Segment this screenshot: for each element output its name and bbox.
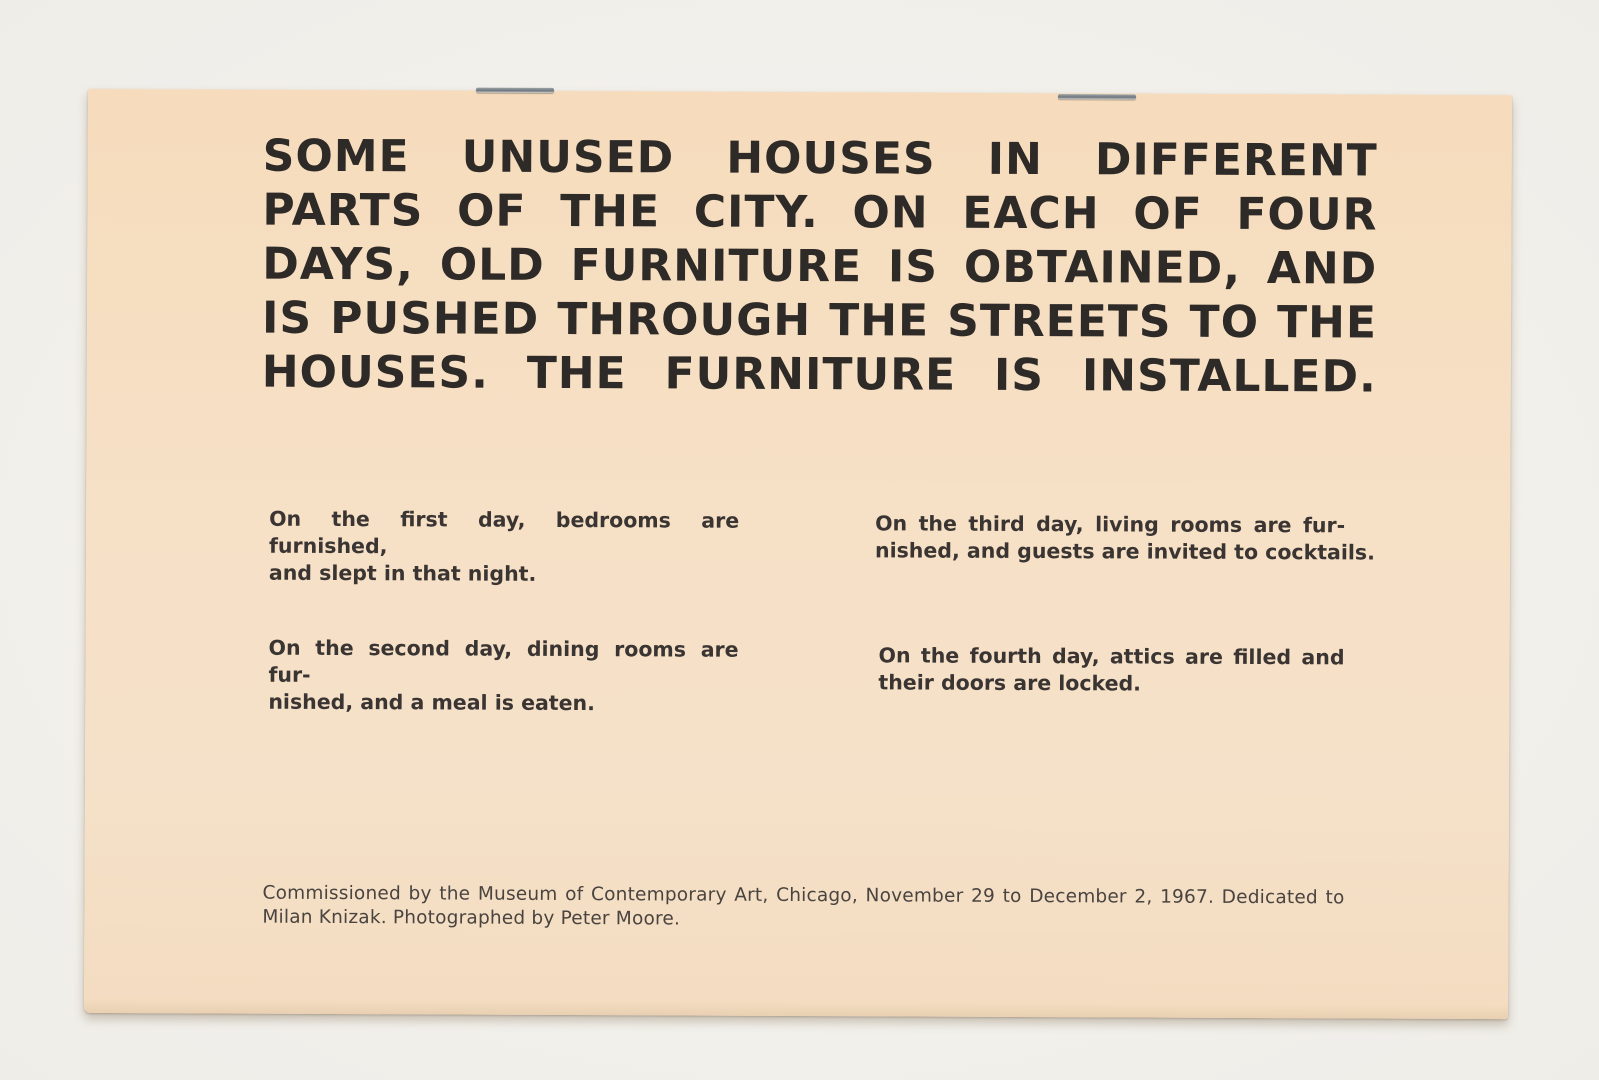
headline-line: IS PUSHED THROUGH THE STREETS TO THE <box>261 292 1378 349</box>
paragraph-line: On the fourth day, attics are filled and <box>878 643 1345 670</box>
paragraph-line: nished, and a meal is eaten. <box>268 689 595 716</box>
headline-text <box>262 130 1378 405</box>
headline-line: PARTS OF THE CITY. ON EACH OF FOUR <box>262 184 1378 241</box>
footer-line: Milan Knizak. Photographed by Peter Moore. <box>262 906 681 930</box>
headline-line: DAYS, OLD FURNITURE IS OBTAINED, AND <box>262 238 1378 295</box>
day-three-paragraph <box>874 510 1375 566</box>
staple-left <box>476 88 554 93</box>
day-four-paragraph <box>878 642 1344 698</box>
printed-sheet <box>84 89 1512 1019</box>
day-two-paragraph <box>268 635 738 718</box>
paragraph-line: and slept in that night. <box>268 560 537 586</box>
paragraph-line: their doors are locked. <box>878 670 1142 696</box>
paragraph-line: On the first day, bedrooms are furnished, <box>268 506 740 559</box>
paragraph-line: On the third day, living rooms are fur- <box>875 511 1346 538</box>
paragraph-line: nished, and guests are invited to cocktails. <box>874 538 1375 565</box>
headline-line: SOME UNUSED HOUSES IN DIFFERENT <box>262 130 1378 187</box>
paragraph-line: On the second day, dining rooms are fur- <box>268 635 739 687</box>
staple-right <box>1058 94 1136 99</box>
headline-line: HOUSES. THE FURNITURE IS INSTALLED. <box>261 346 1377 403</box>
footer-line: Commissioned by the Museum of Contemporary Art, Chicago, November 29 to December 2, 1967. Dedicated to <box>262 882 1345 909</box>
day-one-paragraph <box>269 506 739 589</box>
footer-credits <box>262 882 1344 935</box>
